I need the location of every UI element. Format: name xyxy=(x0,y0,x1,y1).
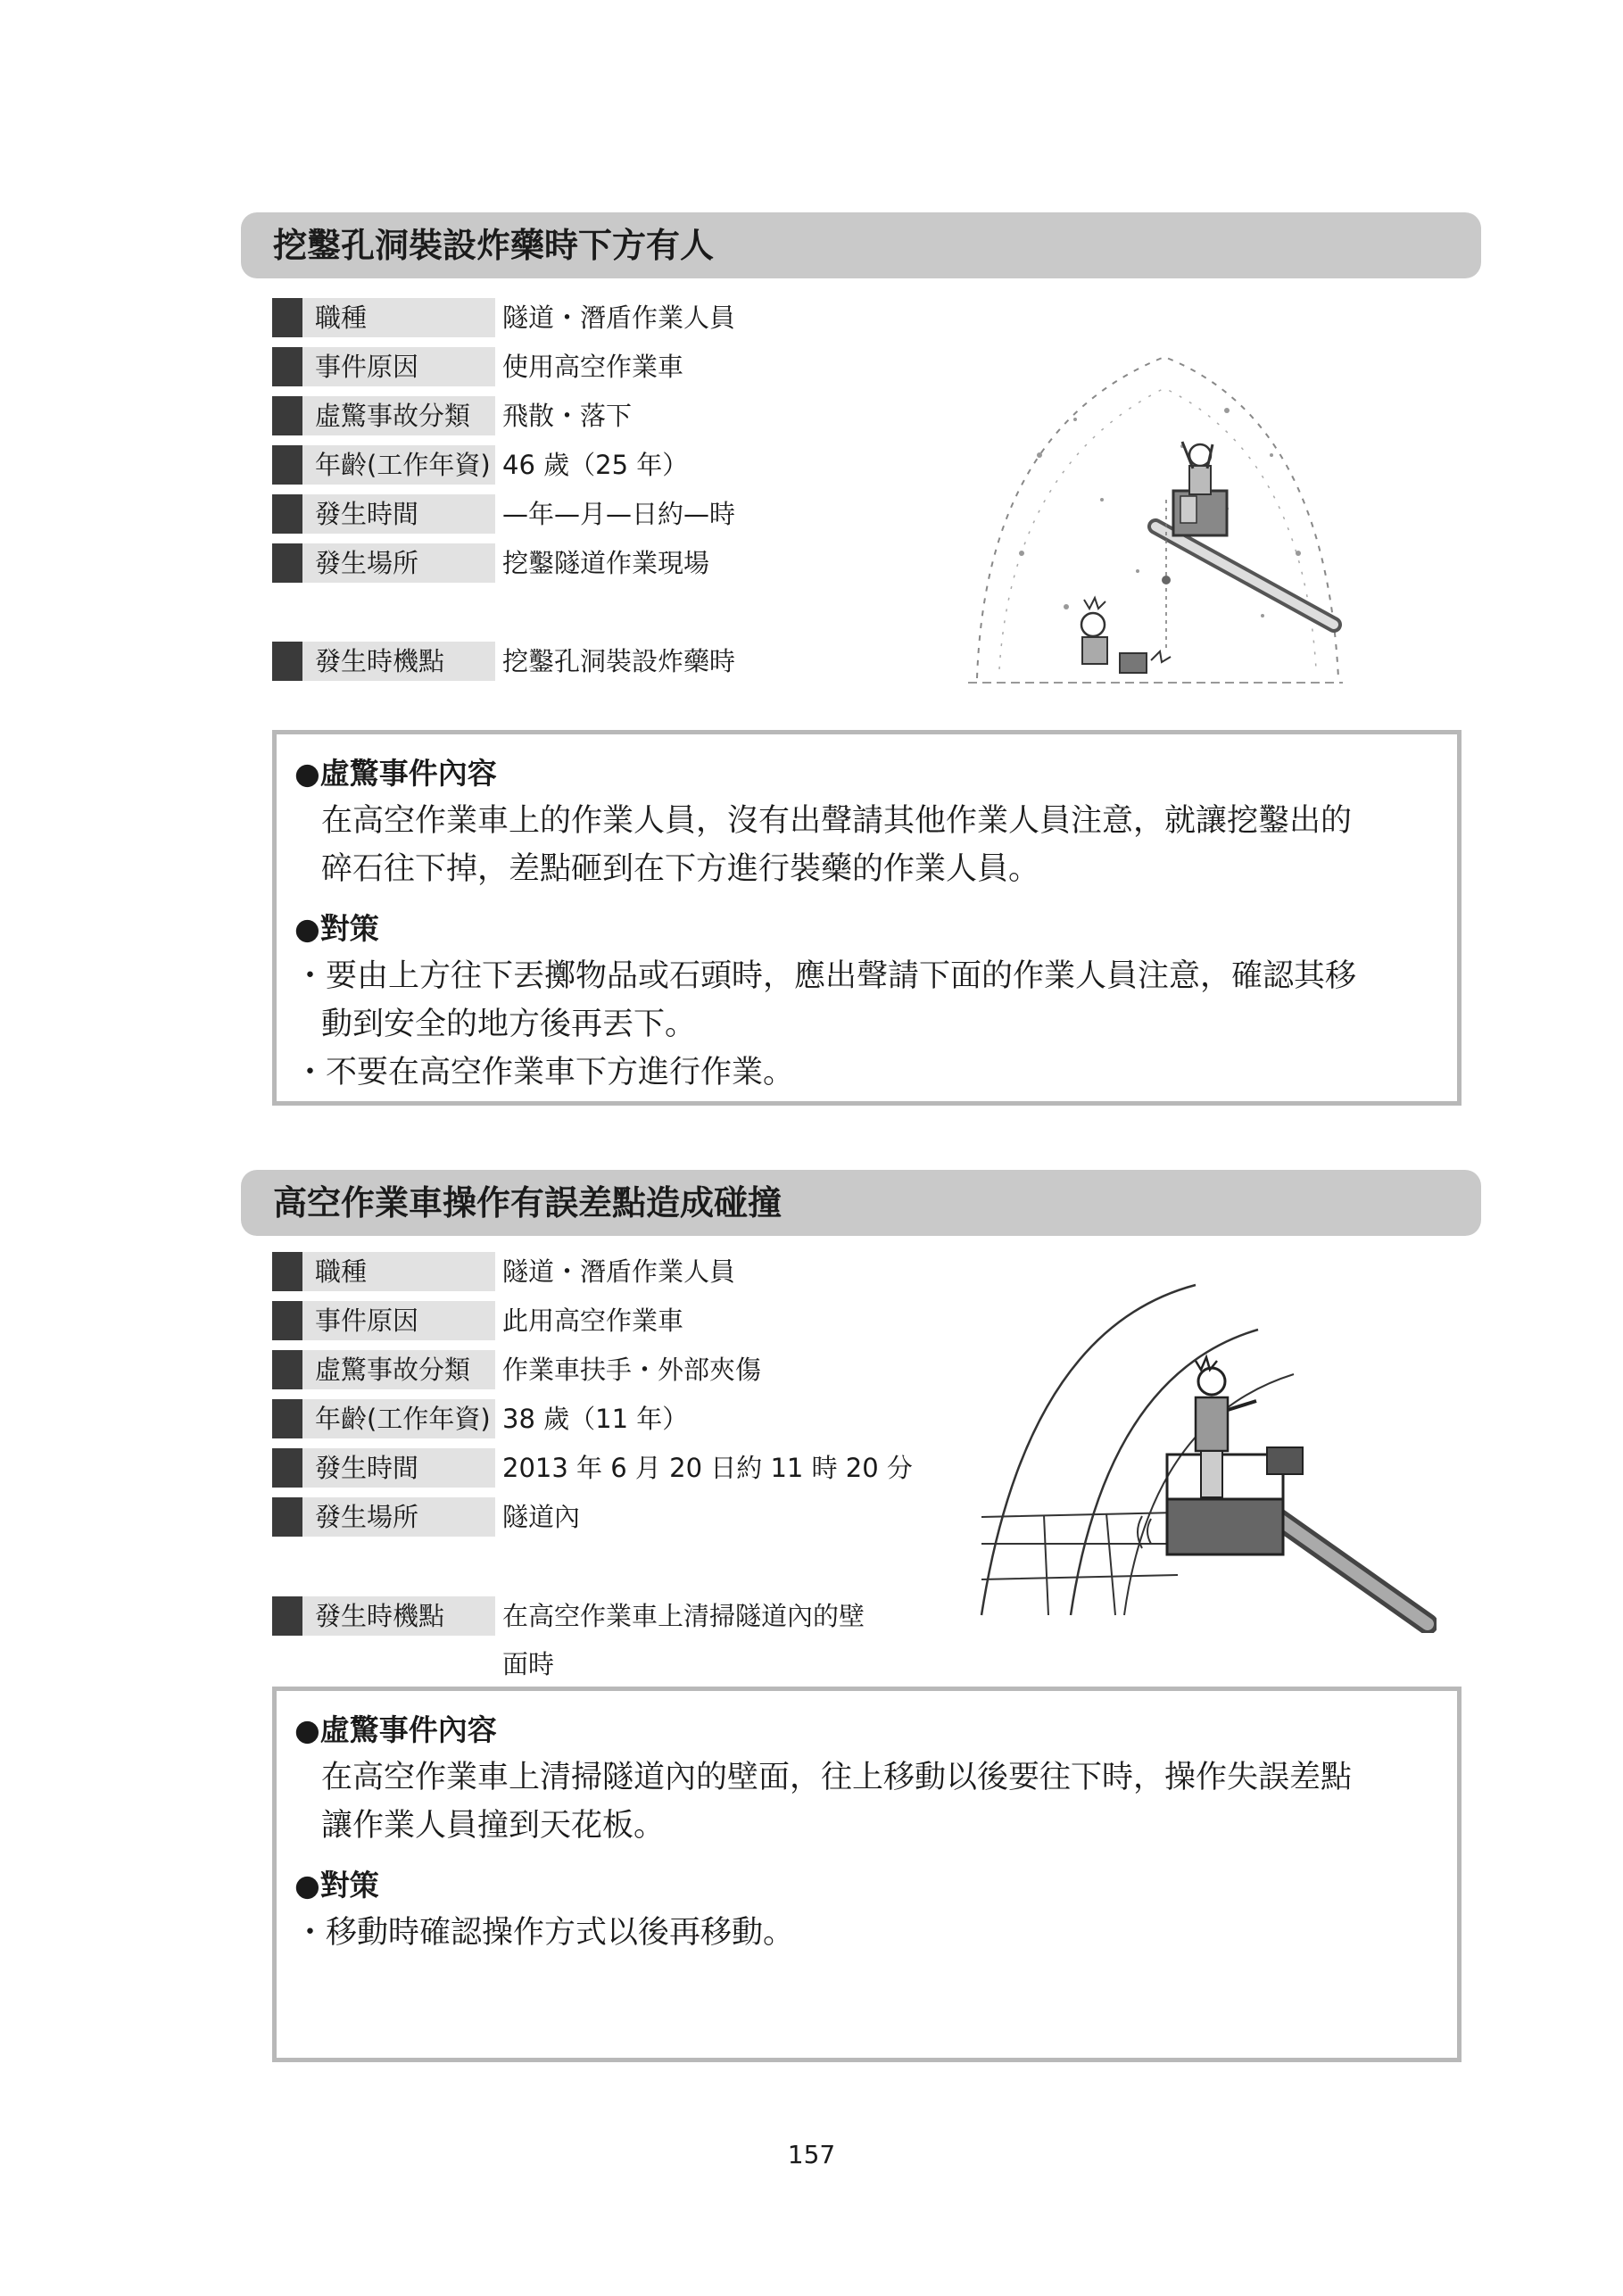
aerial-work-platform-illustration xyxy=(973,1276,1437,1633)
section1-row-timing xyxy=(272,642,735,681)
row-value: 2013 年 6 月 20 日約 11 時 20 分 xyxy=(502,1453,913,1483)
row-value: —年—月—日約—時 xyxy=(502,499,736,529)
section1-row-category xyxy=(272,396,632,435)
row-value: 使用高空作業車 xyxy=(502,352,684,382)
row-label: 事件原因 xyxy=(302,347,495,386)
measures-heading: ●對策 xyxy=(294,911,379,946)
row-marker xyxy=(272,1301,302,1340)
measures-line: ・不要在高空作業車下方進行作業。 xyxy=(294,1055,795,1090)
row-marker xyxy=(272,1448,302,1488)
row-marker xyxy=(272,642,302,681)
section2-row-age xyxy=(272,1399,688,1438)
row-marker xyxy=(272,347,302,386)
content-heading: ●虛驚事件內容 xyxy=(294,756,497,791)
row-value: 隧道・潛盾作業人員 xyxy=(502,1256,736,1287)
row-value: 在高空作業車上清掃隧道內的壁 xyxy=(502,1601,865,1631)
row-label: 發生時間 xyxy=(302,1448,495,1488)
row-label: 發生時機點 xyxy=(302,642,495,681)
row-marker xyxy=(272,543,302,583)
row-marker xyxy=(272,1497,302,1537)
row-value: 隧道・潛盾作業人員 xyxy=(502,303,736,333)
measures-line: 動到安全的地方後再丟下。 xyxy=(321,1007,697,1042)
section2-row-cause xyxy=(272,1301,683,1340)
row-label: 職種 xyxy=(302,1252,495,1291)
row-value: 此用高空作業車 xyxy=(502,1305,684,1336)
row-label: 發生時間 xyxy=(302,494,495,534)
page-number: 157 xyxy=(787,2140,836,2169)
row-value: 46 歲（25 年） xyxy=(502,450,689,480)
row-value: 隧道內 xyxy=(502,1502,581,1532)
row-label: 事件原因 xyxy=(302,1301,495,1340)
row-label: 發生時機點 xyxy=(302,1596,495,1636)
section1-row-time xyxy=(272,494,735,534)
row-label: 發生場所 xyxy=(302,1497,495,1537)
section2-row-place xyxy=(272,1497,580,1537)
section2-row-timing xyxy=(272,1596,865,1636)
section2-row-time xyxy=(272,1448,913,1488)
row-marker xyxy=(272,1252,302,1291)
row-value: 飛散・落下 xyxy=(502,401,633,431)
row-value: 挖鑿孔洞裝設炸藥時 xyxy=(502,646,736,676)
row-marker xyxy=(272,298,302,337)
row-value: 挖鑿隧道作業現場 xyxy=(502,548,710,578)
section1-title: 挖鑿孔洞裝設炸藥時下方有人 xyxy=(241,212,1481,278)
content-line: 在高空作業車上清掃隧道內的壁面，往上移動以後要往下時，操作失誤差點 xyxy=(321,1760,1353,1795)
row-value: 38 歲（11 年） xyxy=(502,1404,689,1434)
section2-row-category xyxy=(272,1350,761,1389)
row-label: 虛驚事故分類 xyxy=(302,1350,495,1389)
section1-row-cause xyxy=(272,347,683,386)
row-marker xyxy=(272,1399,302,1438)
content-line: 在高空作業車上的作業人員，沒有出聲請其他作業人員注意，就讓挖鑿出的 xyxy=(321,803,1353,839)
section2-row-job xyxy=(272,1252,735,1291)
section1-row-place xyxy=(272,543,709,583)
row-label: 年齡(工作年資) xyxy=(302,1399,495,1438)
measures-line: ・要由上方往下丟擲物品或石頭時，應出聲請下面的作業人員注意，確認其移 xyxy=(294,958,1357,994)
section1-row-job xyxy=(272,298,735,337)
section1-content-box xyxy=(272,730,1462,1106)
row-marker xyxy=(272,396,302,435)
row-label: 年齡(工作年資) xyxy=(302,445,495,485)
section1-row-age xyxy=(272,445,688,485)
section2-content-box xyxy=(272,1687,1462,2062)
row-marker xyxy=(272,494,302,534)
measures-heading: ●對策 xyxy=(294,1868,379,1902)
tunnel-blasting-illustration xyxy=(959,321,1352,705)
measures-line: ・移動時確認操作方式以後再移動。 xyxy=(294,1915,795,1951)
row-marker xyxy=(272,1596,302,1636)
content-line: 碎石往下掉，差點砸到在下方進行裝藥的作業人員。 xyxy=(321,851,1040,887)
section2-title: 高空作業車操作有誤差點造成碰撞 xyxy=(241,1170,1481,1236)
content-line: 讓作業人員撞到天花板。 xyxy=(321,1808,666,1844)
row-marker xyxy=(272,445,302,485)
row-label: 職種 xyxy=(302,298,495,337)
row-label: 發生場所 xyxy=(302,543,495,583)
row-marker xyxy=(272,1350,302,1389)
row-label: 虛驚事故分類 xyxy=(302,396,495,435)
row-value: 作業車扶手・外部夾傷 xyxy=(502,1355,762,1385)
content-heading: ●虛驚事件內容 xyxy=(294,1712,497,1747)
timing-value-continued: 面時 xyxy=(502,1649,555,1679)
